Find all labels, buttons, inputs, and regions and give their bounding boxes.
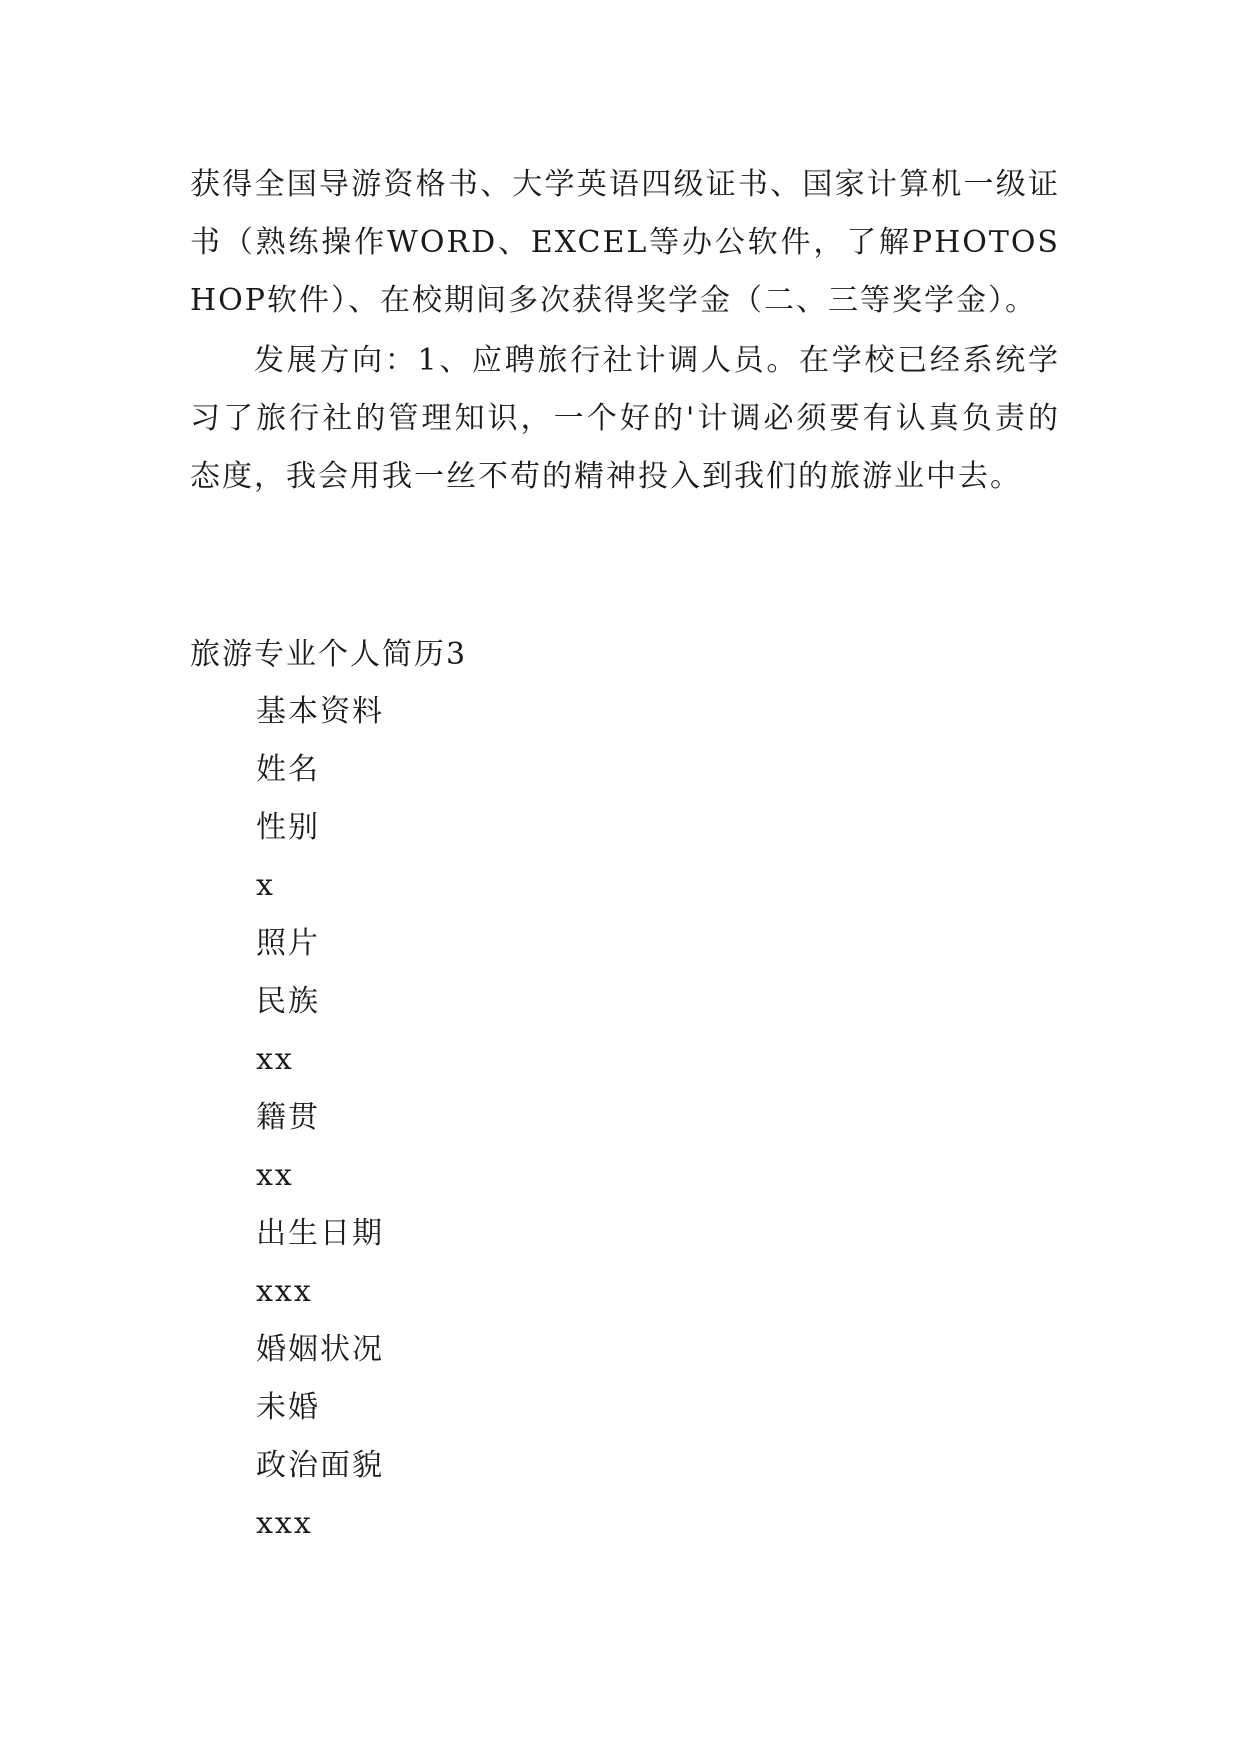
field-gender-label: 性别	[256, 810, 320, 845]
field-ethnicity-label: 民族	[256, 984, 320, 1019]
field-ethnicity-value: xx	[256, 1042, 294, 1077]
career-direction-paragraph: 发展方向：1、应聘旅行社计调人员。在学校已经系统学习了旅行社的管理知识，一个好的'计调必须要有认真负责的态度，我会用我一丝不苟的精神投入到我们的旅游业中去。	[190, 343, 1060, 494]
field-gender-value: x	[256, 868, 275, 903]
field-political-status-label: 政治面貌	[256, 1448, 384, 1483]
resume-section-title: 旅游专业个人简历3	[190, 637, 468, 672]
certificates-paragraph: 获得全国导游资格书、大学英语四级证书、国家计算机一级证书（熟练操作WORD、EXCEL等办公软件，了解PHOTOSHOP软件）、在校期间多次获得奖学金（二、三等奖学金）。	[190, 167, 1060, 318]
field-name-label: 姓名	[256, 752, 320, 787]
field-birthdate-value: xxx	[256, 1274, 313, 1309]
field-marital-status-value: 未婚	[256, 1390, 320, 1425]
field-basic-info-heading: 基本资料	[256, 694, 384, 729]
field-photo-label: 照片	[256, 926, 320, 961]
resume-field-list	[256, 683, 384, 1553]
field-political-status-value: xxx	[256, 1506, 313, 1541]
field-hometown-value: xx	[256, 1158, 294, 1193]
field-birthdate-label: 出生日期	[256, 1216, 384, 1251]
field-hometown-label: 籍贯	[256, 1100, 320, 1135]
field-marital-status-label: 婚姻状况	[256, 1332, 384, 1367]
